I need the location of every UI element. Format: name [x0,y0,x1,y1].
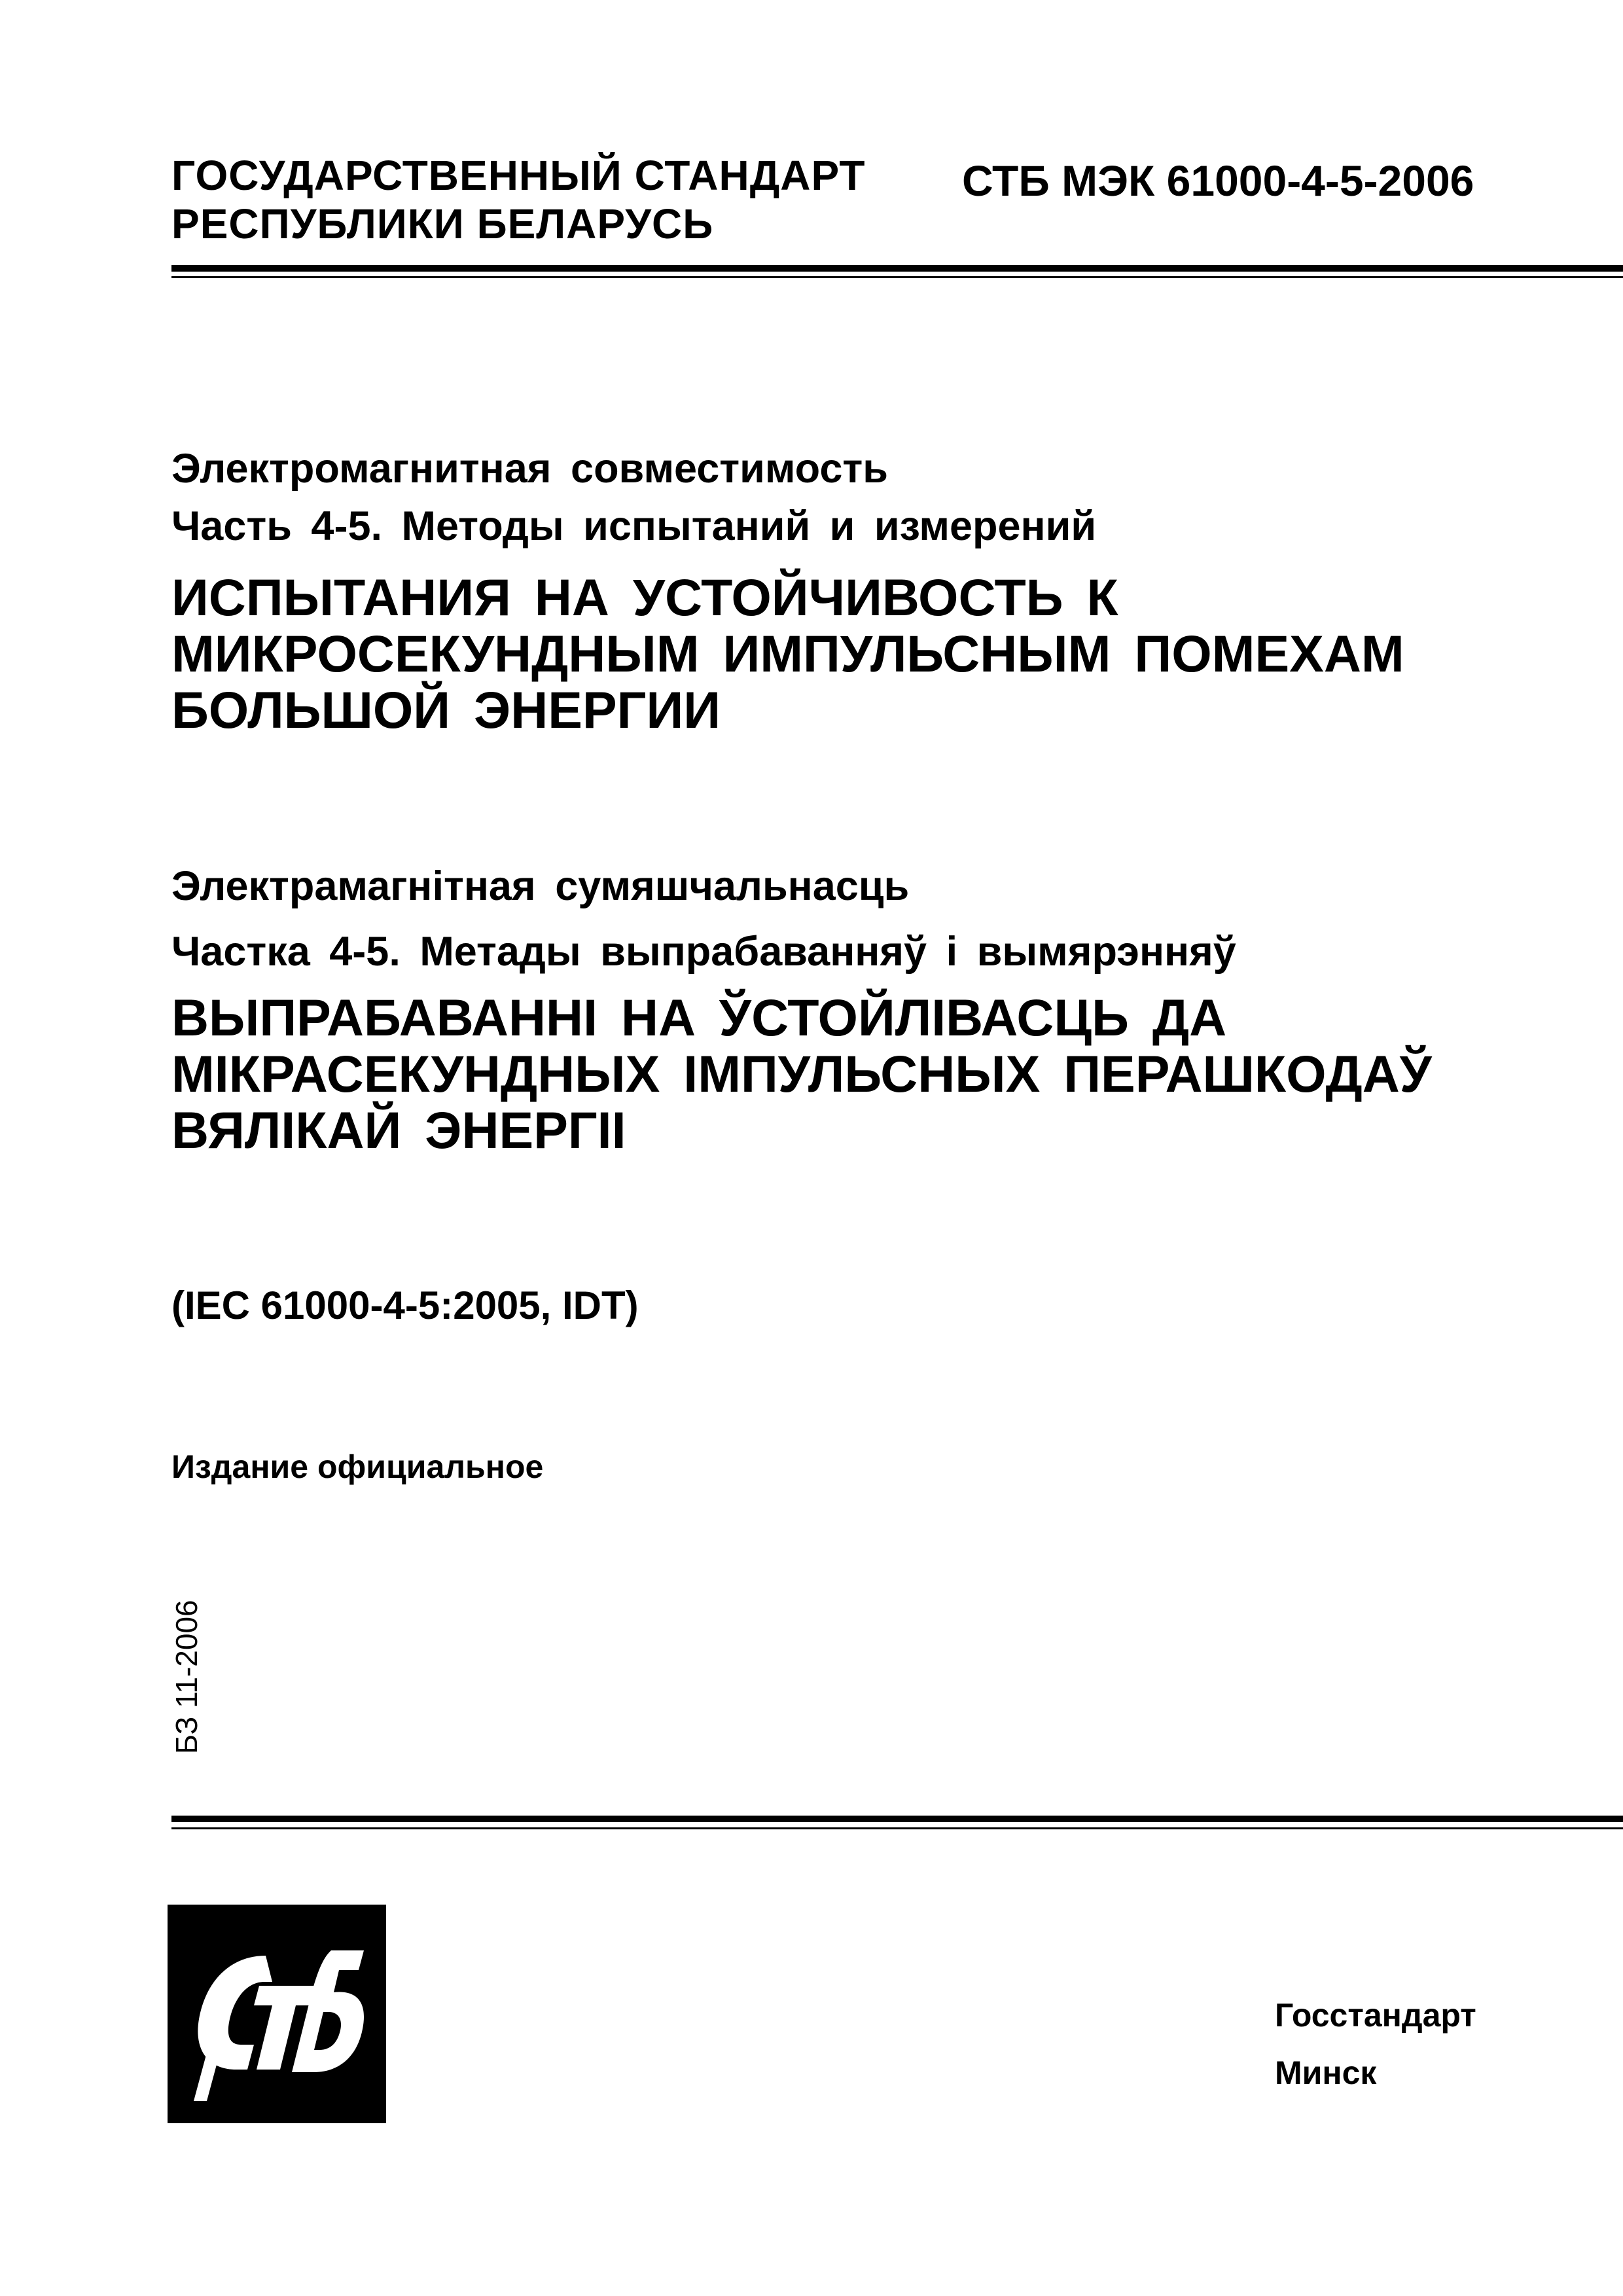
standard-designation: СТБ МЭК 61000-4-5-2006 [962,156,1474,205]
title-ru-main-line2: МИКРОСЕКУНДНЫМ ИМПУЛЬСНЫМ ПОМЕХАМ [171,624,1404,683]
publisher-name: Госстандарт [1275,1997,1476,2034]
top-rule-thick [171,265,1623,272]
publisher-city: Минск [1275,2054,1377,2091]
stb-logo-mark [168,1905,386,2123]
title-ru-main [171,569,1404,738]
title-be-main-line3: ВЯЛІКАЙ ЭНЕРГІІ [171,1101,626,1159]
title-be-main [171,990,1432,1158]
title-ru-main-line3: БОЛЬШОЙ ЭНЕРГИИ [171,681,721,739]
issuing-authority [171,152,865,247]
edition-label: Издание официальное [171,1448,544,1485]
title-be-line2: Частка 4-5. Метады выпрабаванняў і вымярэнняў [171,929,1236,975]
catalog-code: БЗ 11-2006 [169,1600,204,1754]
iec-reference: (IEC 61000-4-5:2005, IDT) [171,1283,639,1327]
top-rule-thin [171,276,1623,278]
title-ru-line2: Часть 4-5. Методы испытаний и измерений [171,503,1097,549]
title-ru-line1: Электромагнитная совместимость [171,446,888,492]
bottom-rule-thick [171,1816,1623,1822]
title-be-main-line1: ВЫПРАБАВАННІ НА ЎСТОЙЛІВАСЦЬ ДА [171,988,1227,1047]
stb-logo [168,1905,386,2123]
title-ru-main-line1: ИСПЫТАНИЯ НА УСТОЙЧИВОСТЬ К [171,568,1118,626]
bottom-rule-thin [171,1827,1623,1829]
title-be-line1: Электрамагнітная сумяшчальнасць [171,863,910,909]
title-be-main-line2: МІКРАСЕКУНДНЫХ ІМПУЛЬСНЫХ ПЕРАШКОДАЎ [171,1045,1433,1103]
issuing-authority-line2: РЕСПУБЛИКИ БЕЛАРУСЬ [171,200,714,247]
issuing-authority-line1: ГОСУДАРСТВЕННЫЙ СТАНДАРТ [171,152,866,199]
